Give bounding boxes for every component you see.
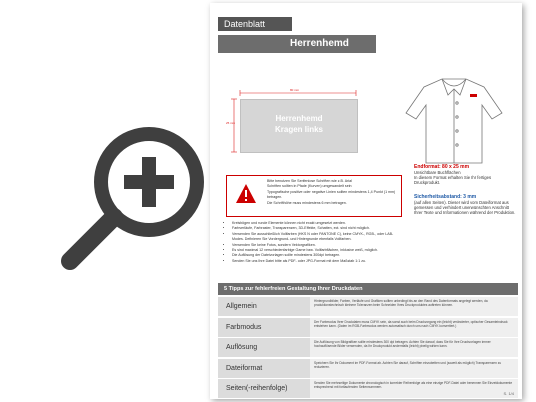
endformat-title: Endformat: 80 x 25 mm xyxy=(414,164,470,170)
safety-text: (auf allen Seiten). Dieser wird vom Dateiformat aus gemessen und verhindert unerwünschten Anschnitt Ihrer Texte und Informationen während der Produktion. xyxy=(414,199,516,216)
tip-key: Dateiformat xyxy=(218,359,310,378)
warning-line: Bitte benutzen Sie Serifenlose Schriften wie z.B. Arial xyxy=(267,179,352,183)
list-item: • Es sind maximal 12 verschiedenfarbige Garne bzw. Vollfarbflächen, inklusive weiß, möglich. xyxy=(232,248,402,253)
list-item: • Verwenden Sie ausschließlich Vollfarben (HKS N oder PANTONE C), keine CMYK-, RGB-, oder LAB-Modes. Definieren Sie Vordergrund- und Hintergrunde ebenfalls Vollfarben. xyxy=(232,232,402,243)
height-dimension: 25 mm xyxy=(226,121,236,125)
tip-value: Speichern Sie Ihr Dokument im PDF-Format ab. Achten Sie darauf, Schriften einzubetten und (soweit als möglich) Transparenzen zu reduzieren. xyxy=(310,359,518,378)
shirt-illustration xyxy=(396,73,512,169)
document-title: Herrenhemd xyxy=(218,35,376,53)
rules-list xyxy=(226,221,402,264)
tip-key: Farbmodus xyxy=(218,318,310,337)
tip-key: Auflösung xyxy=(218,338,310,357)
warning-icon xyxy=(235,183,257,205)
datasheet-page[interactable] xyxy=(210,3,522,399)
list-item: • Farbverläufe, Farbraster, Transparenzen, 3D-Effekte, Schatten, ect. sind nicht möglich. xyxy=(232,226,402,231)
table-row xyxy=(218,379,518,398)
endformat-line: Druckprodukt. xyxy=(414,180,441,186)
warning-box xyxy=(226,175,402,217)
header-tab: Datenblatt xyxy=(218,17,292,31)
list-item: • Senden Sie uns Ihre Datei bitte als PDF- oder JPG-Format mit dem Maßstab 1:1 zu. xyxy=(232,259,402,264)
page-number: S. 1/4 xyxy=(503,391,514,396)
warning-line: Schriften sollten in Pfade (Kurven) umgewandelt sein xyxy=(267,184,352,189)
design-rules xyxy=(226,175,402,264)
tip-value: Senden Sie mehrseitige Dokumente chronologisch in korrekter Reihenfolge als eine einzige PDF-Datei oder benennen Sie Einzeldokumente entsprechend mit fortlaufenden Seitennummern. xyxy=(310,379,518,398)
list-item: • Die Auflösung der Dateivorlagen sollte mindestens 300dpi betragen. xyxy=(232,253,402,258)
tip-value: Hintergrundbilder, Farben, Verläufe und Grafiken sollten unbedingt bis an den Rand des Datenformats angelegt werden, da produktionstechnisch kleinere Toleranzen beim Schneiden Ihres Druckproduktes auftreten können. xyxy=(310,297,518,316)
tip-value: Der Farbmodus Ihrer Druckdaten muss CMYK sein, da sonst auch beim Druckvorgang ein (leicht) veränderter, optischer Gesamteindruck entstehen kann. (Daten im RGB-Farbmodus werden automatisch durch uns nach CMYK konvertiert.) xyxy=(310,318,518,337)
list-item: • Kreisbögen und runde Elemente können nicht exakt umgesetzt werden. xyxy=(232,221,402,226)
table-row xyxy=(218,359,518,378)
table-row xyxy=(218,338,518,357)
label-line-2: Kragen links xyxy=(274,125,323,134)
tip-key: Allgemein xyxy=(218,297,310,316)
tip-value: Die Auflösung von Bildgrafiken sollte mindestens 300 dpi betragen. Achten Sie darauf, dass Sie für Ihre Druckvorlagen immer hochauflösende Bilder verwenden, da Ihr Druckprodukt andernfalls (leicht) pixelig wirken kann. xyxy=(310,338,518,357)
tips-heading: 5 Tipps zur fehlerfreien Gestaltung Ihrer Druckdaten xyxy=(218,283,518,295)
tip-key: Seiten(-reihenfolge) xyxy=(218,379,310,398)
table-row xyxy=(218,297,518,316)
warning-line: Die Schrifthöhe muss mindestens 6 mm betragen. xyxy=(267,200,347,205)
width-dimension: 80 mm xyxy=(290,88,300,92)
label-box xyxy=(240,99,358,153)
list-item: • Verwenden Sie keine Fotos, sondern Vektorgrafiken. xyxy=(232,243,402,248)
format-notes xyxy=(414,164,518,215)
label-preview xyxy=(226,81,372,165)
endformat-line: Unsichtbare Buchflächen xyxy=(414,170,461,175)
safety-title: Sicherheitsabstand: 3 mm xyxy=(414,193,477,200)
table-row xyxy=(218,318,518,337)
warning-line: Typografische positive oder negative Linien sollten mindestens 1,4 Punkt (1 mm) betragen. xyxy=(267,189,396,200)
tips-table xyxy=(218,297,518,399)
endformat-line: In diesem Format erhalten Sie Ihr fertiges xyxy=(414,175,492,181)
label-line-1: Herrenhemd xyxy=(275,114,323,123)
zoom-in-icon[interactable] xyxy=(54,120,210,276)
